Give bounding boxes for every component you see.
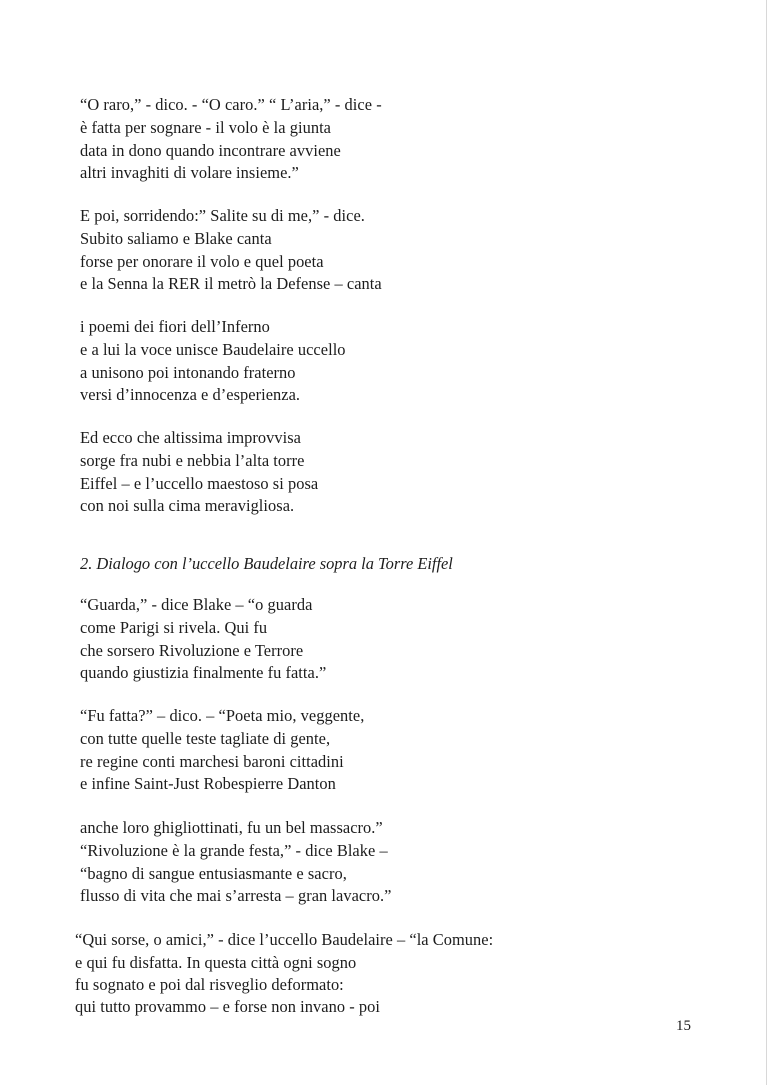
stanza-2-line-2: Subito saliamo e Blake canta bbox=[80, 229, 272, 248]
stanza-6-line-1: “Fu fatta?” – dico. – “Poeta mio, veggente, bbox=[80, 706, 365, 725]
stanza-4-line-3: Eiffel – e l’uccello maestoso si posa bbox=[80, 474, 319, 493]
stanza-5-line-1: “Guarda,” - dice Blake – “o guarda bbox=[80, 595, 313, 614]
stanza-4-line-2: sorge fra nubi e nebbia l’alta torre bbox=[80, 451, 305, 470]
stanza-4-line-1: Ed ecco che altissima improvvisa bbox=[80, 428, 301, 447]
stanza-5-line-2: come Parigi si rivela. Qui fu bbox=[80, 618, 268, 637]
stanza-3-line-2: e a lui la voce unisce Baudelaire uccello bbox=[80, 340, 346, 359]
stanza-3-line-4: versi d’innocenza e d’esperienza. bbox=[80, 385, 301, 404]
stanza-2-line-3: forse per onorare il volo e quel poeta bbox=[80, 252, 324, 271]
stanza-7-line-1: anche loro ghigliottinati, fu un bel massacro.” bbox=[80, 818, 383, 837]
page-number: 15 bbox=[676, 1018, 691, 1034]
section-heading: 2. Dialogo con l’uccello Baudelaire sopra la Torre Eiffel bbox=[80, 554, 453, 573]
stanza-7-line-3: “bagno di sangue entusiasmante e sacro, bbox=[80, 864, 347, 883]
stanza-1-line-4: altri invaghiti di volare insieme.” bbox=[80, 163, 299, 182]
stanza-2-line-1: E poi, sorridendo:” Salite su di me,” - dice. bbox=[80, 206, 365, 225]
stanza-1-line-3: data in dono quando incontrare avviene bbox=[80, 141, 341, 160]
stanza-7-line-2: “Rivoluzione è la grande festa,” - dice Blake – bbox=[80, 841, 388, 860]
stanza-5-line-3: che sorsero Rivoluzione e Terrore bbox=[80, 641, 304, 660]
stanza-6-line-3: re regine conti marchesi baroni cittadini bbox=[80, 752, 344, 771]
stanza-2-line-4: e la Senna la RER il metrò la Defense – canta bbox=[80, 274, 382, 293]
stanza-3-line-3: a unisono poi intonando fraterno bbox=[80, 363, 296, 382]
stanza-5-line-4: quando giustizia finalmente fu fatta.” bbox=[80, 663, 327, 682]
stanza-1-line-1: “O raro,” - dico. - “O caro.” “ L’aria,” - dice - bbox=[80, 95, 382, 114]
stanza-3-line-1: i poemi dei fiori dell’Inferno bbox=[80, 317, 270, 336]
stanza-6-line-4: e infine Saint-Just Robespierre Danton bbox=[80, 774, 336, 793]
stanza-7-line-4: flusso di vita che mai s’arresta – gran lavacro.” bbox=[80, 886, 392, 905]
stanza-6-line-2: con tutte quelle teste tagliate di gente, bbox=[80, 729, 331, 748]
stanza-4-line-4: con noi sulla cima meravigliosa. bbox=[80, 496, 295, 515]
stanza-8-line-3: fu sognato e poi dal risveglio deformato: bbox=[75, 975, 344, 994]
stanza-8-line-2: e qui fu disfatta. In questa città ogni sogno bbox=[75, 953, 357, 972]
stanza-8-line-4: qui tutto provammo – e forse non invano - poi bbox=[75, 997, 380, 1016]
stanza-1-line-2: è fatta per sognare - il volo è la giunta bbox=[80, 118, 331, 137]
stanza-8-line-1: “Qui sorse, o amici,” - dice l’uccello Baudelaire – “la Comune: bbox=[75, 930, 494, 949]
